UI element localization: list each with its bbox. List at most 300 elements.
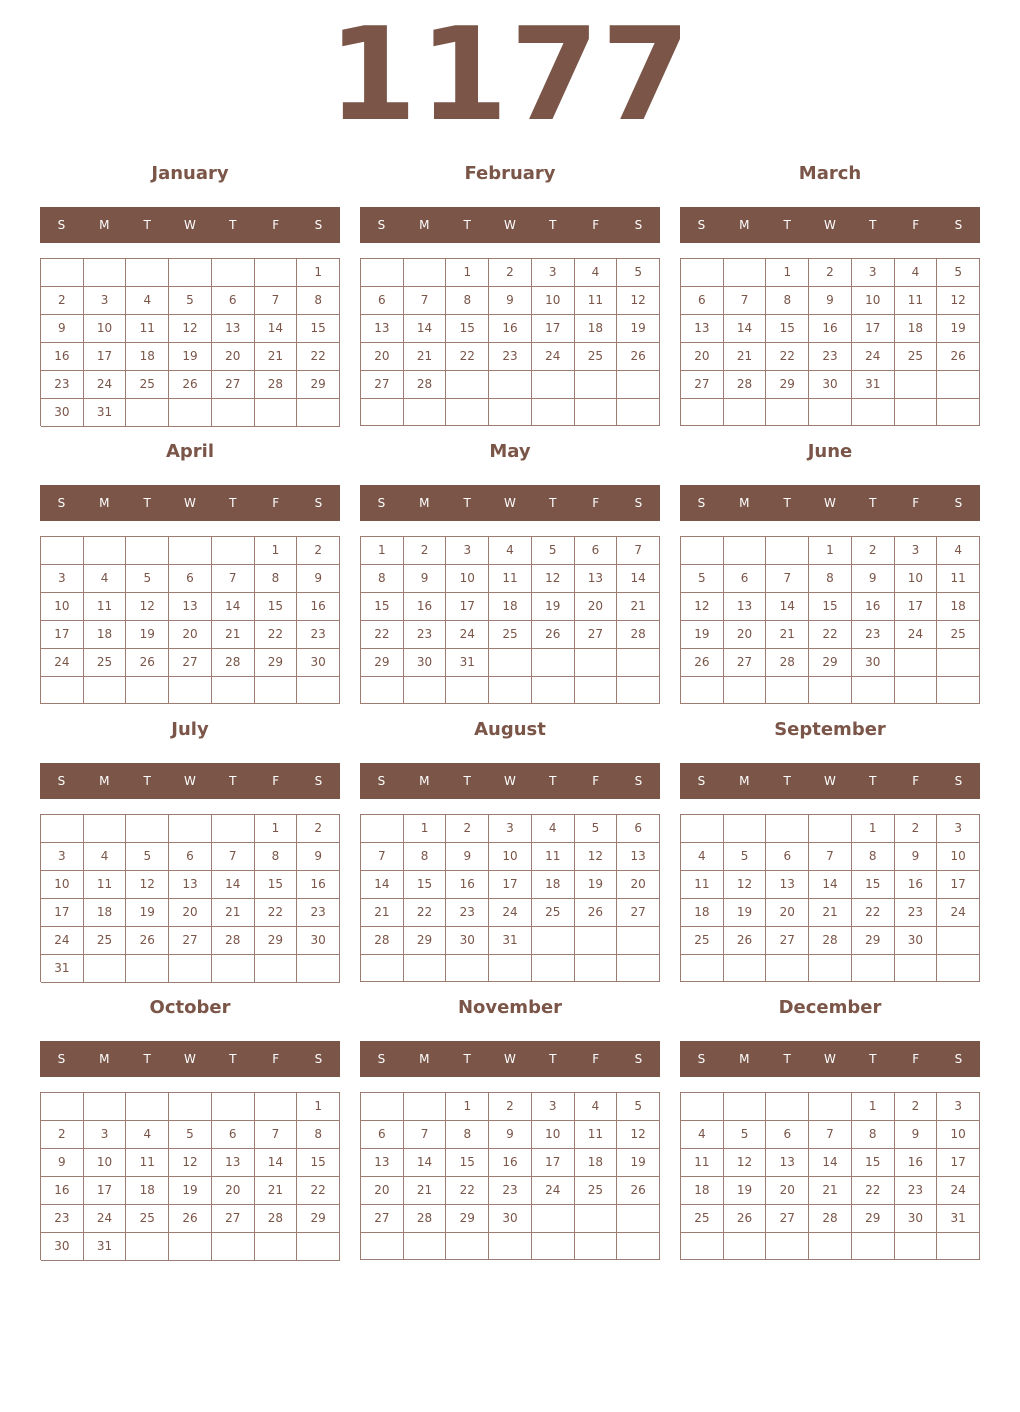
- day-cell: 15: [255, 593, 298, 621]
- day-cell: [169, 1093, 212, 1121]
- weekday-label: T: [143, 774, 151, 788]
- day-cell: 28: [809, 1205, 852, 1233]
- day-cell: 21: [404, 1177, 447, 1205]
- weekday-label: M: [99, 218, 110, 232]
- day-cell: 25: [895, 343, 938, 371]
- day-cell: 25: [126, 371, 169, 399]
- day-cell: 26: [575, 899, 618, 927]
- day-grid: [40, 536, 340, 704]
- day-cell: 13: [681, 315, 724, 343]
- day-cell: [937, 955, 980, 982]
- day-cell: 15: [766, 315, 809, 343]
- day-cell: [84, 955, 127, 983]
- day-cell: 28: [766, 649, 809, 677]
- day-cell: 27: [212, 1205, 255, 1233]
- day-cell: 16: [489, 1149, 532, 1177]
- day-cell: 28: [617, 621, 660, 649]
- day-cell: 12: [617, 1121, 660, 1149]
- day-grid: [40, 1092, 340, 1260]
- weekday-label: T: [783, 1052, 791, 1066]
- day-cell: 6: [361, 1121, 404, 1149]
- day-cell: 18: [575, 315, 618, 343]
- weekday-label: T: [463, 496, 471, 510]
- day-cell: 23: [41, 1205, 84, 1233]
- day-cell: [255, 677, 298, 704]
- day-cell: 19: [532, 593, 575, 621]
- day-cell: 26: [724, 1205, 767, 1233]
- month-name: March: [798, 163, 862, 184]
- day-cell: 26: [681, 649, 724, 677]
- day-cell: [404, 399, 447, 426]
- weekday-label: T: [229, 218, 237, 232]
- month-name: September: [774, 719, 886, 740]
- day-cell: 20: [361, 1177, 404, 1205]
- day-cell: 11: [532, 843, 575, 871]
- weekday-header: [40, 207, 340, 243]
- day-cell: [169, 1233, 212, 1261]
- weekday-label: S: [697, 1052, 706, 1066]
- day-cell: 24: [852, 343, 895, 371]
- day-cell: [489, 677, 532, 704]
- day-cell: 25: [84, 927, 127, 955]
- day-grid: [680, 258, 980, 426]
- weekday-label: T: [783, 496, 791, 510]
- day-cell: 24: [41, 927, 84, 955]
- day-cell: 23: [446, 899, 489, 927]
- day-cell: 17: [852, 315, 895, 343]
- month-name: October: [149, 997, 231, 1018]
- day-cell: [255, 1233, 298, 1261]
- weekday-label: T: [143, 496, 151, 510]
- day-cell: [361, 955, 404, 982]
- day-cell: 26: [724, 927, 767, 955]
- day-cell: 30: [446, 927, 489, 955]
- weekday-label: T: [229, 774, 237, 788]
- day-cell: [297, 1233, 340, 1261]
- month-name: August: [474, 719, 546, 740]
- weekday-label: W: [824, 774, 836, 788]
- day-cell: 8: [852, 1121, 895, 1149]
- day-cell: 10: [446, 565, 489, 593]
- day-cell: 12: [126, 593, 169, 621]
- day-cell: 31: [84, 1233, 127, 1261]
- day-cell: 2: [489, 259, 532, 287]
- day-cell: 1: [361, 537, 404, 565]
- month-name: November: [457, 997, 563, 1018]
- day-cell: 20: [212, 1177, 255, 1205]
- day-cell: 2: [41, 287, 84, 315]
- day-cell: 6: [212, 1121, 255, 1149]
- day-cell: 15: [852, 871, 895, 899]
- day-cell: 26: [532, 621, 575, 649]
- day-cell: [84, 1093, 127, 1121]
- day-cell: 12: [617, 287, 660, 315]
- day-cell: 3: [84, 1121, 127, 1149]
- day-cell: 13: [169, 871, 212, 899]
- weekday-label: S: [697, 218, 706, 232]
- day-cell: [575, 927, 618, 955]
- weekday-label: T: [869, 774, 877, 788]
- weekday-label: W: [824, 1052, 836, 1066]
- day-cell: [724, 259, 767, 287]
- day-cell: 6: [169, 565, 212, 593]
- day-cell: 4: [126, 1121, 169, 1149]
- day-cell: 10: [532, 287, 575, 315]
- day-cell: 6: [617, 815, 660, 843]
- weekday-header: [360, 485, 660, 521]
- day-cell: [212, 815, 255, 843]
- day-cell: 10: [489, 843, 532, 871]
- day-cell: 30: [404, 649, 447, 677]
- day-cell: 9: [297, 843, 340, 871]
- weekday-header: [680, 207, 980, 243]
- day-cell: 29: [255, 649, 298, 677]
- day-cell: 15: [852, 1149, 895, 1177]
- day-cell: [404, 1233, 447, 1260]
- day-cell: [41, 815, 84, 843]
- day-cell: 6: [766, 1121, 809, 1149]
- day-cell: 22: [255, 621, 298, 649]
- day-cell: 16: [297, 871, 340, 899]
- day-cell: 23: [895, 899, 938, 927]
- day-cell: 4: [84, 565, 127, 593]
- weekday-label: S: [377, 218, 386, 232]
- day-cell: [895, 677, 938, 704]
- day-cell: 18: [84, 899, 127, 927]
- day-cell: 7: [404, 1121, 447, 1149]
- month-name: January: [151, 163, 229, 184]
- weekday-label: W: [504, 496, 516, 510]
- day-cell: 30: [41, 399, 84, 427]
- day-cell: [169, 815, 212, 843]
- day-cell: 22: [404, 899, 447, 927]
- day-cell: 16: [41, 1177, 84, 1205]
- day-cell: 20: [575, 593, 618, 621]
- day-cell: 16: [809, 315, 852, 343]
- weekday-label: S: [634, 1052, 643, 1066]
- day-cell: 19: [169, 1177, 212, 1205]
- day-cell: 12: [169, 1149, 212, 1177]
- day-cell: 9: [809, 287, 852, 315]
- day-grid: [360, 1092, 660, 1260]
- day-cell: 13: [361, 1149, 404, 1177]
- day-cell: [681, 1093, 724, 1121]
- day-cell: 11: [681, 871, 724, 899]
- day-cell: [681, 399, 724, 426]
- day-cell: 19: [617, 315, 660, 343]
- day-cell: 19: [126, 899, 169, 927]
- day-cell: 10: [41, 593, 84, 621]
- day-cell: 29: [297, 371, 340, 399]
- day-cell: 16: [297, 593, 340, 621]
- weekday-label: F: [272, 218, 280, 232]
- weekday-label: T: [869, 496, 877, 510]
- day-cell: 3: [84, 287, 127, 315]
- day-cell: 8: [404, 843, 447, 871]
- weekday-label: M: [419, 774, 430, 788]
- day-cell: [41, 1093, 84, 1121]
- weekday-label: M: [419, 496, 430, 510]
- month-name: April: [165, 441, 215, 462]
- day-cell: [724, 537, 767, 565]
- day-cell: 25: [681, 927, 724, 955]
- day-cell: [255, 399, 298, 427]
- day-cell: [575, 677, 618, 704]
- weekday-label: S: [954, 1052, 963, 1066]
- day-cell: [532, 677, 575, 704]
- weekday-label: T: [783, 218, 791, 232]
- day-cell: 28: [724, 371, 767, 399]
- day-cell: [212, 677, 255, 704]
- day-cell: 21: [255, 343, 298, 371]
- day-cell: 21: [766, 621, 809, 649]
- day-cell: 27: [681, 371, 724, 399]
- day-cell: 18: [895, 315, 938, 343]
- day-cell: [532, 371, 575, 399]
- day-cell: [809, 1233, 852, 1260]
- day-cell: 25: [937, 621, 980, 649]
- day-cell: 7: [404, 287, 447, 315]
- day-cell: 11: [575, 287, 618, 315]
- weekday-label: F: [592, 218, 600, 232]
- weekday-label: M: [419, 218, 430, 232]
- weekday-label: S: [377, 1052, 386, 1066]
- day-cell: 27: [617, 899, 660, 927]
- day-cell: 24: [489, 899, 532, 927]
- weekday-label: W: [184, 218, 196, 232]
- day-cell: 24: [84, 1205, 127, 1233]
- day-cell: 18: [575, 1149, 618, 1177]
- day-cell: 4: [681, 843, 724, 871]
- day-cell: 16: [404, 593, 447, 621]
- day-cell: 17: [41, 621, 84, 649]
- weekday-label: F: [592, 496, 600, 510]
- day-cell: 5: [126, 843, 169, 871]
- weekday-label: W: [184, 774, 196, 788]
- day-cell: [681, 537, 724, 565]
- day-cell: 1: [809, 537, 852, 565]
- day-cell: 31: [446, 649, 489, 677]
- day-cell: 11: [681, 1149, 724, 1177]
- day-cell: 23: [489, 1177, 532, 1205]
- day-cell: [41, 677, 84, 704]
- weekday-label: T: [869, 218, 877, 232]
- day-cell: [809, 955, 852, 982]
- day-cell: 21: [404, 343, 447, 371]
- weekday-header: [680, 1041, 980, 1077]
- weekday-label: M: [99, 1052, 110, 1066]
- day-cell: 9: [489, 287, 532, 315]
- day-cell: 19: [724, 1177, 767, 1205]
- weekday-label: F: [592, 774, 600, 788]
- day-cell: 17: [937, 871, 980, 899]
- day-cell: 3: [446, 537, 489, 565]
- weekday-label: M: [739, 1052, 750, 1066]
- weekday-label: M: [739, 774, 750, 788]
- day-cell: 22: [852, 1177, 895, 1205]
- day-cell: 14: [361, 871, 404, 899]
- day-cell: 18: [84, 621, 127, 649]
- day-cell: 11: [575, 1121, 618, 1149]
- day-cell: 14: [809, 871, 852, 899]
- day-cell: 2: [895, 815, 938, 843]
- day-cell: 12: [681, 593, 724, 621]
- day-cell: 13: [212, 315, 255, 343]
- day-cell: 25: [84, 649, 127, 677]
- day-grid: [40, 258, 340, 426]
- day-cell: [255, 259, 298, 287]
- day-cell: 13: [212, 1149, 255, 1177]
- day-cell: 14: [617, 565, 660, 593]
- weekday-label: F: [912, 218, 920, 232]
- day-cell: 29: [255, 927, 298, 955]
- day-cell: 28: [212, 649, 255, 677]
- weekday-label: F: [912, 774, 920, 788]
- day-cell: 10: [937, 843, 980, 871]
- day-cell: 23: [489, 343, 532, 371]
- day-cell: [169, 537, 212, 565]
- day-cell: 29: [852, 927, 895, 955]
- day-cell: 12: [724, 871, 767, 899]
- day-cell: 21: [212, 899, 255, 927]
- day-cell: [724, 1233, 767, 1260]
- month-name: June: [807, 441, 853, 462]
- day-cell: [895, 371, 938, 399]
- day-cell: 30: [297, 927, 340, 955]
- day-cell: 6: [766, 843, 809, 871]
- day-cell: 28: [212, 927, 255, 955]
- day-cell: 28: [404, 371, 447, 399]
- day-cell: 6: [724, 565, 767, 593]
- day-cell: 3: [852, 259, 895, 287]
- day-cell: 24: [532, 1177, 575, 1205]
- day-cell: [212, 399, 255, 427]
- day-cell: [895, 399, 938, 426]
- day-cell: [895, 955, 938, 982]
- day-cell: 7: [361, 843, 404, 871]
- day-cell: 5: [617, 259, 660, 287]
- day-cell: 7: [212, 843, 255, 871]
- day-cell: 22: [766, 343, 809, 371]
- day-cell: 26: [617, 1177, 660, 1205]
- day-cell: 16: [895, 871, 938, 899]
- day-cell: [766, 955, 809, 982]
- weekday-label: S: [314, 774, 323, 788]
- day-cell: 13: [724, 593, 767, 621]
- day-cell: [41, 259, 84, 287]
- day-cell: [937, 399, 980, 426]
- day-cell: 14: [724, 315, 767, 343]
- day-cell: 2: [297, 815, 340, 843]
- day-cell: 19: [681, 621, 724, 649]
- day-cell: 23: [852, 621, 895, 649]
- weekday-label: T: [143, 1052, 151, 1066]
- day-cell: 4: [681, 1121, 724, 1149]
- day-cell: 27: [766, 1205, 809, 1233]
- day-cell: 19: [937, 315, 980, 343]
- day-cell: 21: [255, 1177, 298, 1205]
- day-cell: 13: [617, 843, 660, 871]
- day-cell: 10: [84, 315, 127, 343]
- day-cell: 7: [212, 565, 255, 593]
- day-cell: 3: [532, 259, 575, 287]
- day-cell: 16: [41, 343, 84, 371]
- day-cell: 4: [84, 843, 127, 871]
- day-cell: 10: [84, 1149, 127, 1177]
- weekday-label: T: [549, 774, 557, 788]
- day-cell: [766, 815, 809, 843]
- day-cell: 11: [489, 565, 532, 593]
- day-cell: 21: [212, 621, 255, 649]
- day-cell: [617, 1233, 660, 1260]
- day-cell: 4: [489, 537, 532, 565]
- day-cell: 20: [212, 343, 255, 371]
- day-cell: [489, 1233, 532, 1260]
- day-cell: 4: [532, 815, 575, 843]
- day-cell: 3: [41, 843, 84, 871]
- day-cell: 5: [126, 565, 169, 593]
- day-cell: [126, 1093, 169, 1121]
- day-cell: [766, 1233, 809, 1260]
- day-cell: 9: [446, 843, 489, 871]
- day-cell: 21: [361, 899, 404, 927]
- day-cell: 29: [766, 371, 809, 399]
- day-cell: 27: [169, 649, 212, 677]
- day-cell: [766, 399, 809, 426]
- day-cell: [532, 649, 575, 677]
- day-cell: 15: [446, 315, 489, 343]
- day-cell: 4: [575, 1093, 618, 1121]
- day-cell: 18: [681, 899, 724, 927]
- day-cell: 7: [255, 1121, 298, 1149]
- day-cell: [41, 537, 84, 565]
- day-cell: 16: [895, 1149, 938, 1177]
- day-cell: [852, 955, 895, 982]
- day-cell: 2: [489, 1093, 532, 1121]
- day-cell: 24: [41, 649, 84, 677]
- day-cell: 20: [766, 1177, 809, 1205]
- day-cell: 4: [126, 287, 169, 315]
- day-cell: 15: [809, 593, 852, 621]
- day-cell: [617, 677, 660, 704]
- day-cell: [532, 399, 575, 426]
- day-cell: 2: [809, 259, 852, 287]
- day-cell: 29: [852, 1205, 895, 1233]
- day-cell: [937, 649, 980, 677]
- day-cell: 1: [255, 537, 298, 565]
- weekday-header: [680, 763, 980, 799]
- weekday-label: M: [419, 1052, 430, 1066]
- day-cell: [255, 1093, 298, 1121]
- day-cell: [681, 259, 724, 287]
- weekday-label: S: [634, 774, 643, 788]
- day-cell: [446, 399, 489, 426]
- weekday-header: [40, 485, 340, 521]
- day-cell: 21: [809, 899, 852, 927]
- day-cell: 30: [489, 1205, 532, 1233]
- day-grid: [360, 536, 660, 704]
- day-cell: 16: [446, 871, 489, 899]
- day-cell: [126, 399, 169, 427]
- day-cell: [681, 955, 724, 982]
- day-cell: [212, 955, 255, 983]
- day-cell: [84, 259, 127, 287]
- day-cell: 27: [169, 927, 212, 955]
- day-cell: [724, 399, 767, 426]
- day-cell: 10: [852, 287, 895, 315]
- day-cell: [681, 815, 724, 843]
- day-cell: 22: [809, 621, 852, 649]
